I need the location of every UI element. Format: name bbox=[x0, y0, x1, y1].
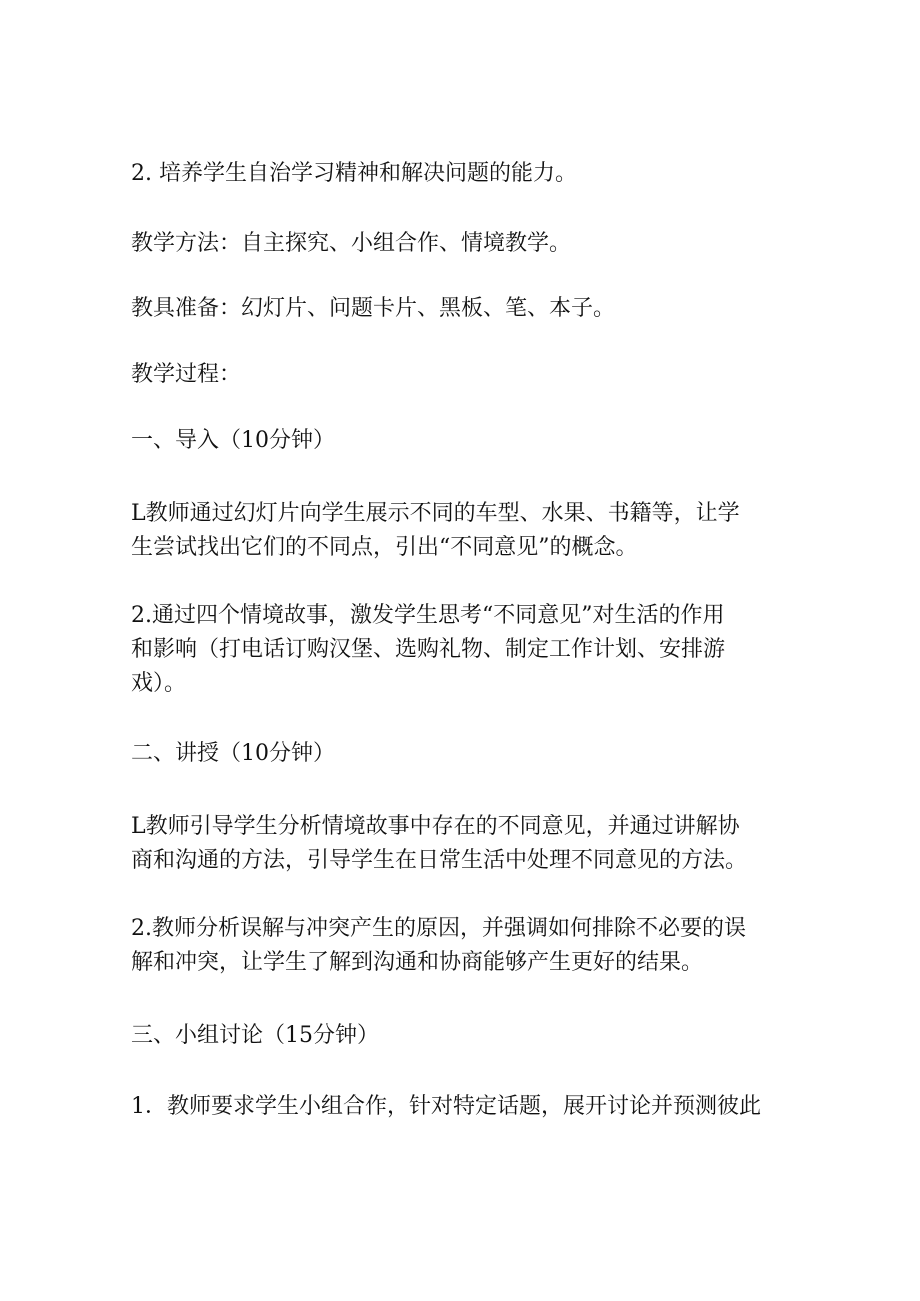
text-line: 和影响（打电话订购汉堡、选购礼物、制定工作计划、安排游 bbox=[131, 637, 726, 662]
text-line: 1．教师要求学生小组合作，针对特定话题，展开讨论并预测彼此 bbox=[131, 1094, 761, 1119]
section-heading-lecture bbox=[131, 737, 811, 771]
section-heading-intro bbox=[131, 424, 811, 458]
text-line: 2.通过四个情境故事，激发学生思考“不同意见”对生活的作用 bbox=[131, 603, 725, 628]
text-line: L教师引导学生分析情境故事中存在的不同意见，并通过讲解协 bbox=[131, 814, 740, 839]
text-line: 教具准备：幻灯片、问题卡片、黑板、笔、本子。 bbox=[131, 296, 616, 321]
discussion-item-1 bbox=[131, 1090, 811, 1124]
intro-item-1 bbox=[131, 497, 811, 565]
text-line: 二、讲授（10分钟） bbox=[131, 741, 335, 766]
text-line: 三、小组讨论（15分钟） bbox=[131, 1023, 379, 1048]
objective-item-2 bbox=[131, 157, 811, 191]
text-line: L教师通过幻灯片向学生展示不同的车型、水果、书籍等，让学 bbox=[131, 501, 740, 526]
teaching-methods bbox=[131, 227, 811, 261]
text-line: 商和沟通的方法，引导学生在日常生活中处理不同意见的方法。 bbox=[131, 848, 748, 873]
text-line: 解和冲突，让学生了解到沟通和协商能够产生更好的结果。 bbox=[131, 950, 704, 975]
lecture-item-2 bbox=[131, 912, 811, 980]
text-line: 2.教师分析误解与冲突产生的原因，并强调如何排除不必要的误 bbox=[131, 916, 746, 941]
text-line: 一、导入（10分钟） bbox=[131, 428, 335, 453]
teaching-process-heading bbox=[131, 358, 811, 392]
lecture-item-1 bbox=[131, 810, 811, 878]
text-line: 教学方法：自主探究、小组合作、情境教学。 bbox=[131, 231, 572, 256]
teaching-aids bbox=[131, 292, 811, 326]
text-line: 戏）。 bbox=[131, 671, 187, 696]
intro-item-2 bbox=[131, 599, 811, 701]
text-line: 2. 培养学生自治学习精神和解决问题的能力。 bbox=[131, 161, 577, 186]
section-heading-group-discussion bbox=[131, 1019, 811, 1053]
text-line: 教学过程： bbox=[131, 362, 242, 387]
text-line: 生尝试找出它们的不同点，引出“不同意见”的概念。 bbox=[131, 535, 638, 560]
